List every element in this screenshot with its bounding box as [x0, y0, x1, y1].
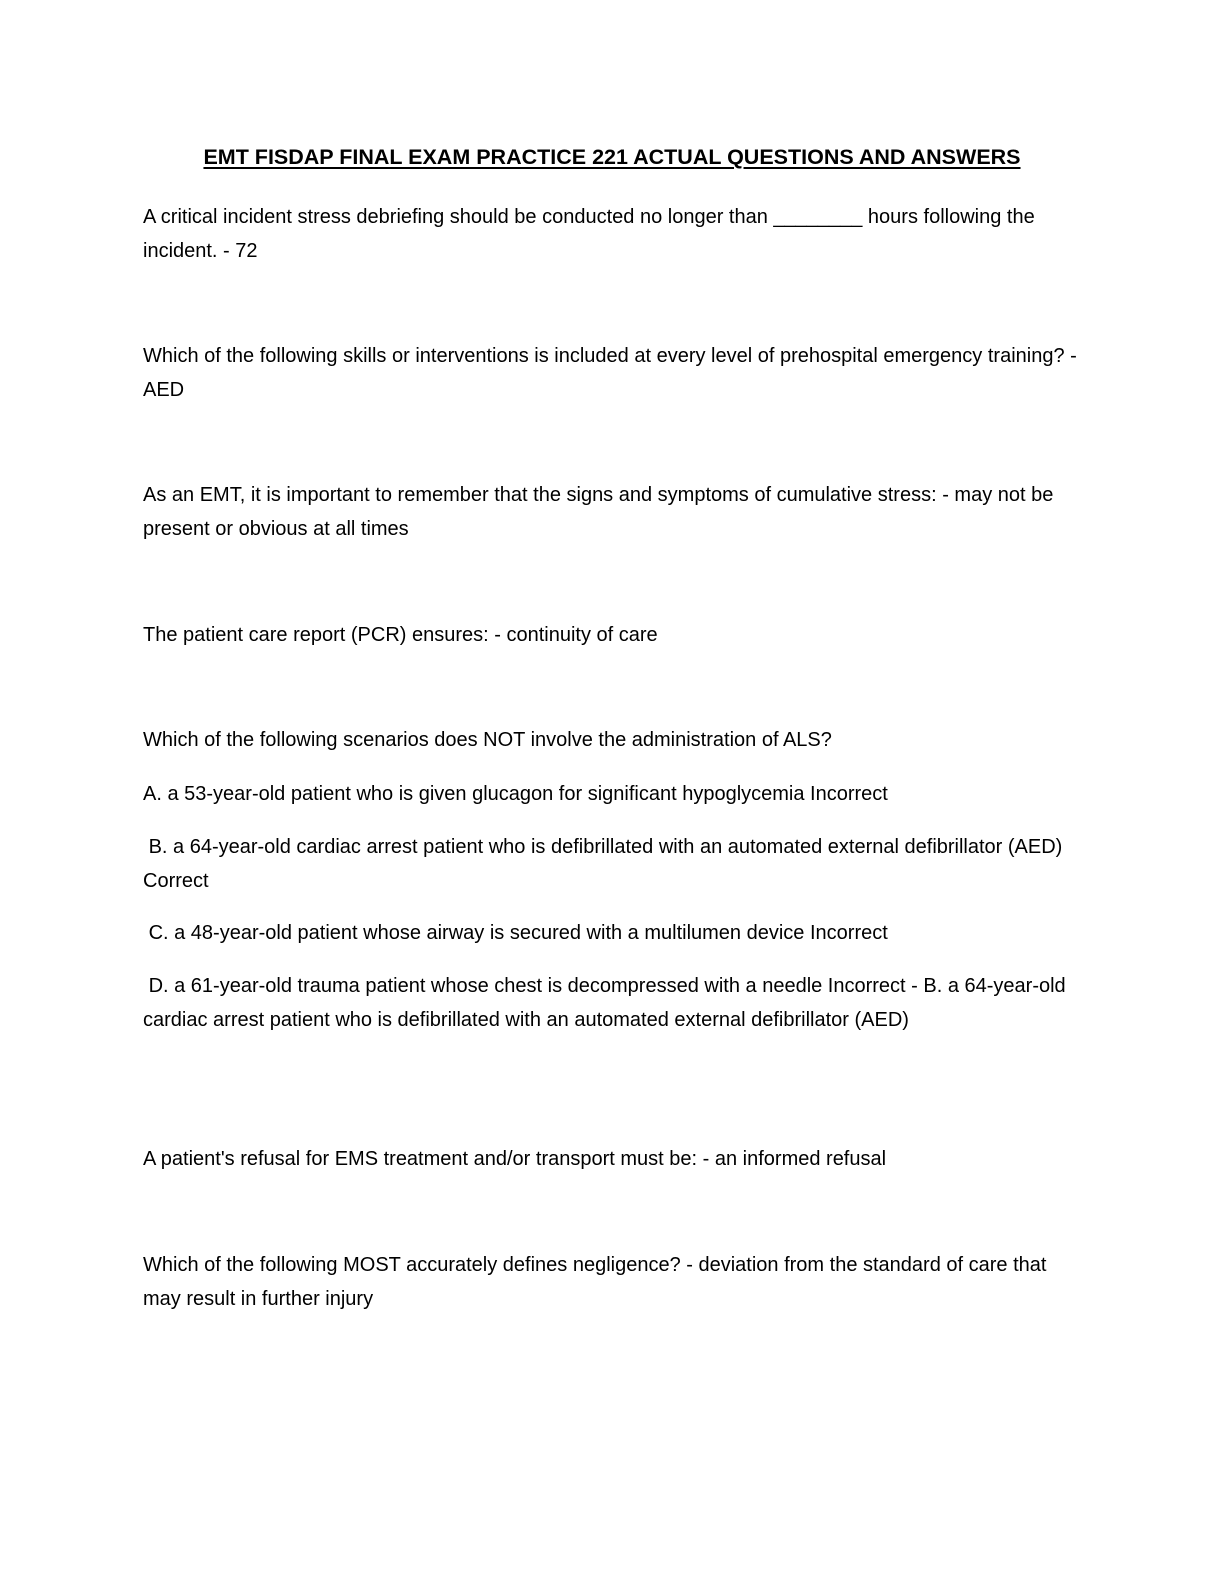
qa-option-c: C. a 48-year-old patient whose airway is secured with a multilumen device Incorrect	[143, 922, 888, 944]
document-title: EMT FISDAP FINAL EXAM PRACTICE 221 ACTUAL QUESTIONS AND ANSWERS	[203, 145, 1021, 169]
qa-paragraph-negligence: Which of the following MOST accurately defines negligence? - deviation from the standard of care that may result in further injury	[143, 1254, 1047, 1310]
qa-question-als: Which of the following scenarios does NOT involve the administration of ALS?	[143, 729, 832, 751]
qa-option-a: A. a 53-year-old patient who is given glucagon for significant hypoglycemia Incorrect	[143, 783, 888, 805]
qa-option-d-answer: D. a 61-year-old trauma patient whose chest is decompressed with a needle Incorrect - B. a 64-year-old cardiac arrest patient who is defibrillated with an automated external defibrillator (AED)	[143, 975, 1072, 1031]
qa-paragraph-2: Which of the following skills or interventions is included at every level of prehospital emergency training? - AED	[143, 345, 1077, 401]
qa-option-b: B. a 64-year-old cardiac arrest patient who is defibrillated with an automated external defibrillator (AED) Correct	[143, 836, 1068, 892]
qa-paragraph-3: As an EMT, it is important to remember that the signs and symptoms of cumulative stress: - may not be present or obvious at all times	[143, 484, 1054, 540]
qa-paragraph-refusal: A patient's refusal for EMS treatment and/or transport must be: - an informed refusal	[143, 1148, 887, 1170]
qa-paragraph-4: The patient care report (PCR) ensures: - continuity of care	[143, 624, 658, 646]
qa-paragraph-1: A critical incident stress debriefing should be conducted no longer than ________ hours following the incident. - 72	[143, 206, 1035, 262]
